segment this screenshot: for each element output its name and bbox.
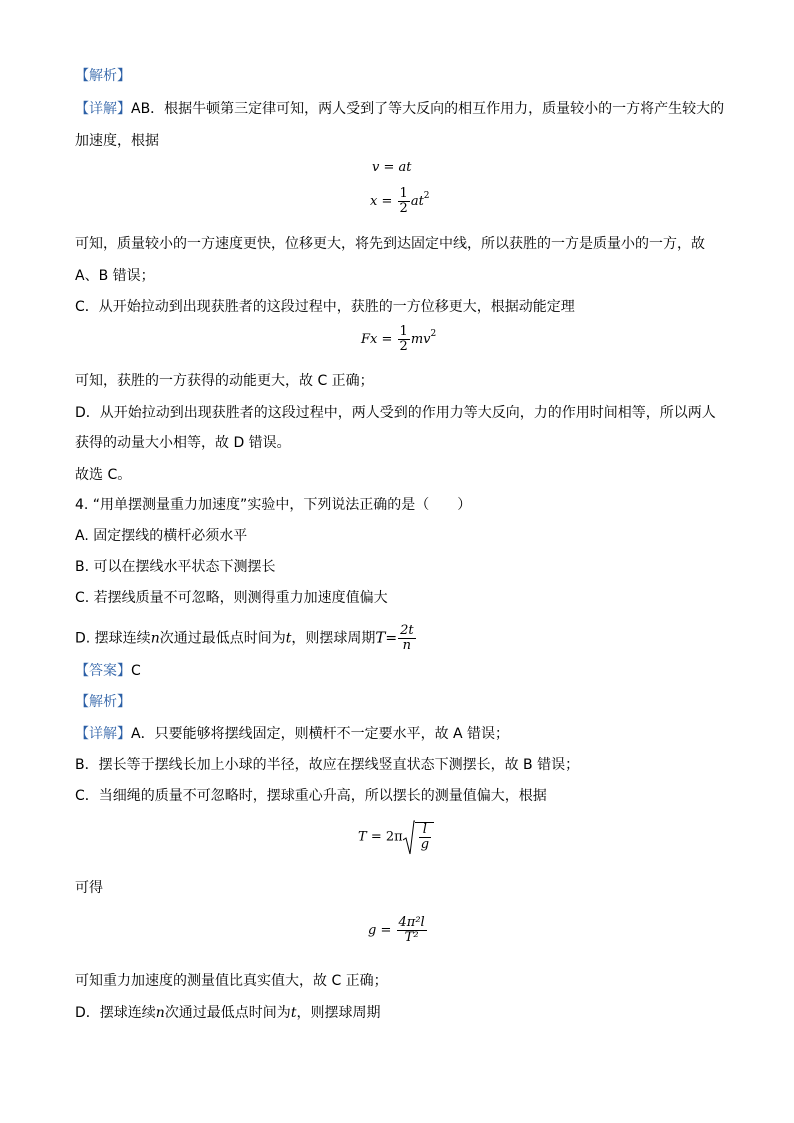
answer-heading: 【答案】 xyxy=(75,663,131,679)
text-line-d: D．摆球连续n次通过最低点时间为t，则摆球周期 xyxy=(75,1005,381,1021)
text-line: 可知，质量较小的一方速度更快，位移更大，将先到达固定中线，所以获胜的一方是质量小的一方，故 xyxy=(75,236,705,252)
detail-heading: 【详解】 xyxy=(75,101,131,117)
detail-heading: 【详解】 xyxy=(75,726,131,742)
answer-line xyxy=(75,661,141,681)
answer-value: C xyxy=(131,663,141,679)
text-line: 可知，获胜的一方获得的动能更大，故 C 正确； xyxy=(75,373,374,389)
text-line: C．从开始拉动到出现获胜者的这段过程中，获胜的一方位移更大，根据动能定理 xyxy=(75,299,575,315)
text-line: 加速度，根据 xyxy=(75,133,159,149)
equation-period: T = 2π $\frac{l}{g}$ xyxy=(358,822,434,852)
option-b: B. 可以在摆线水平状态下测摆长 xyxy=(75,559,276,575)
sqrt-symbol: $\frac{l}{g}$ xyxy=(403,822,434,852)
text-line: 获得的动量大小相等，故 D 错误。 xyxy=(75,435,291,451)
question-stem: 4. “用单摆测量重力加速度”实验中，下列说法正确的是（ ） xyxy=(75,497,472,513)
equation-x-half-at2: x = $\frac{1}{2}$ $at^2$ xyxy=(370,186,430,216)
text-line: 可知重力加速度的测量值比真实值大，故 C 正确； xyxy=(75,973,388,989)
equation-v-at: v = at xyxy=(372,160,412,175)
detail-paragraph-a: 【详解】A．只要能够将摆线固定，则横杆不一定要水平，故 A 错误； xyxy=(75,726,510,742)
text-line: C．当细绳的质量不可忽略时，摆球重心升高，所以摆长的测量值偏大，根据 xyxy=(75,788,547,804)
equation-g: g = $\frac{\text{4π²l}}{\text{T²}}$ xyxy=(368,915,425,945)
text-line: 故选 C。 xyxy=(75,467,132,483)
equation-kinetic-energy: Fx = $\frac{1}{2}$ $mv^2$ xyxy=(361,324,437,354)
option-a: A. 固定摆线的横杆必须水平 xyxy=(75,528,248,544)
text-line: A、B 错误； xyxy=(75,268,155,284)
option-c: C. 若摆线质量不可忽略，则测得重力加速度值偏大 xyxy=(75,590,388,606)
detail-paragraph-ab xyxy=(75,99,724,119)
analysis-heading: 【解析】 xyxy=(75,694,131,710)
text-line: B．摆长等于摆线长加上小球的半径，故应在摆线竖直状态下测摆长，故 B 错误； xyxy=(75,757,580,773)
text-line: D．从开始拉动到出现获胜者的这段过程中，两人受到的作用力等大反向，力的作用时间相等，所以两人 xyxy=(75,405,716,421)
detail-text: AB．根据牛顿第三定律可知，两人受到了等大反向的相互作用力，质量较小的一方将产生较大的 xyxy=(131,101,725,117)
analysis-heading: 【解析】 xyxy=(75,68,131,84)
option-d: D. 摆球连续n次通过最低点时间为t，则摆球周期T= $\frac{2t}{n}$ xyxy=(75,623,414,653)
text-line: 可得 xyxy=(75,880,103,896)
